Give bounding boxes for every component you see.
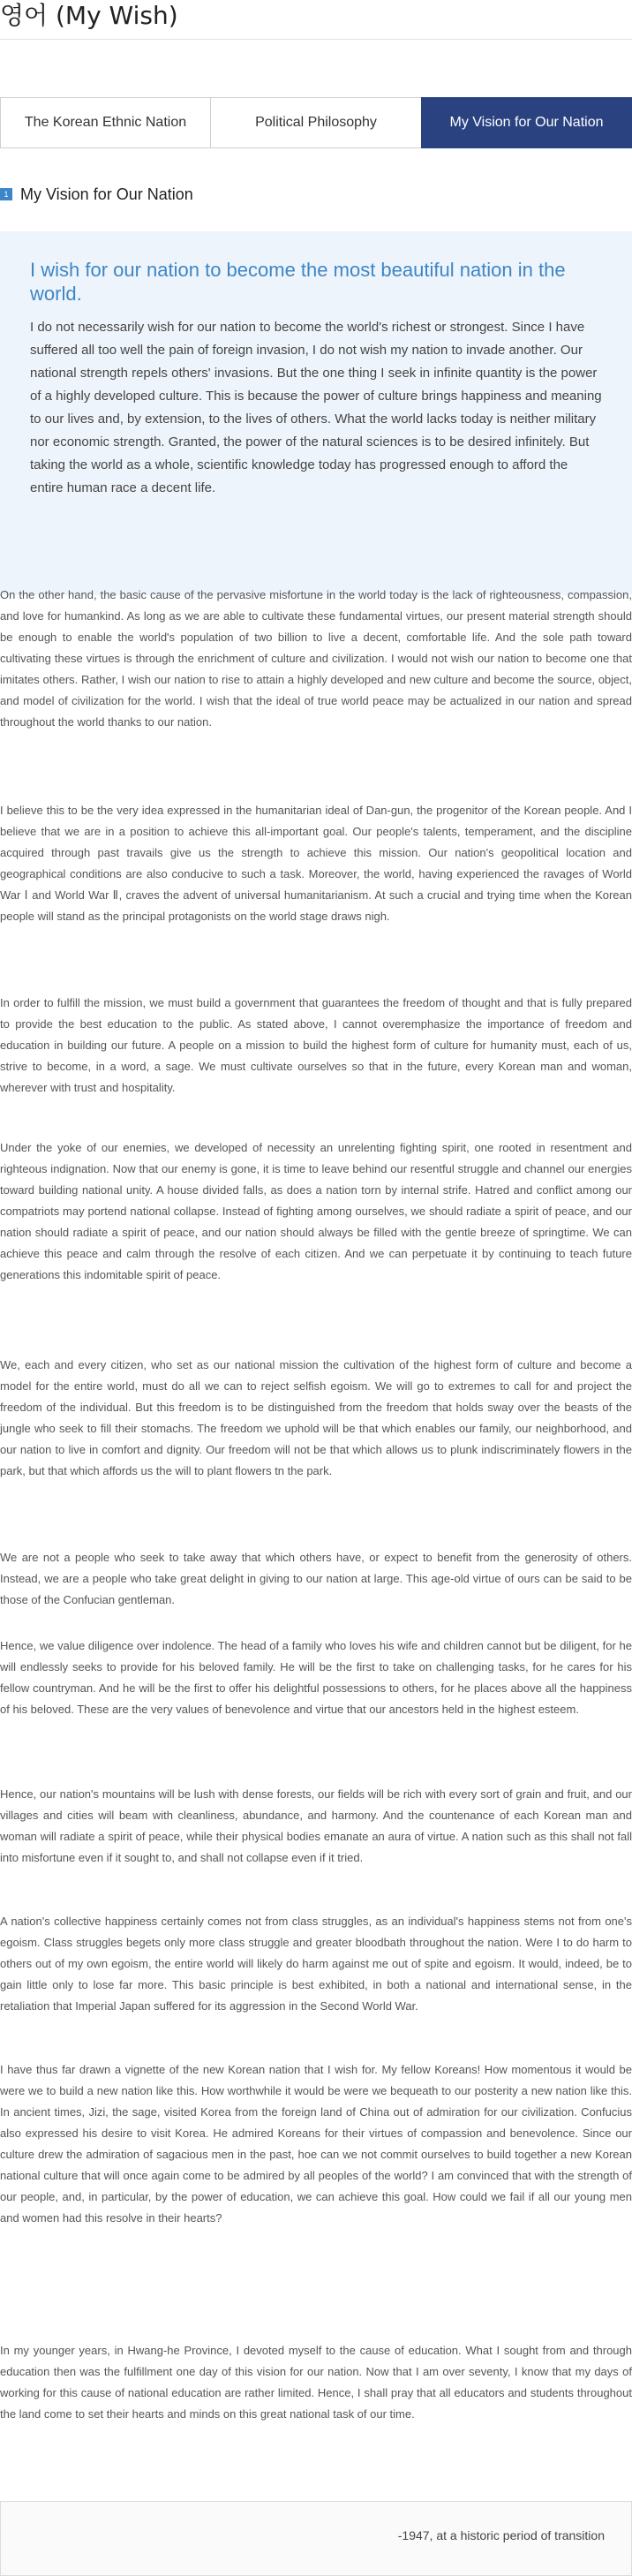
tab-my-vision[interactable]: My Vision for Our Nation	[421, 97, 632, 148]
paragraph: In order to fulfill the mission, we must build a government that guarantees the freedom of thought and that is fully prepared to provide the best education to the public. As stated above, I cannot overemphasize the importance of freedom and education in building our future. A people on a mission to build the highest form of culture for humanity must, each of us, strive to become, in a word, a sage. We must cultivate ourselves so that in the future, every Korean man and woman, wherever with trust and hospitality.	[0, 996, 632, 1094]
title-divider	[0, 39, 632, 40]
wish-text: I do not necessarily wish for our nation to become the world's richest or strongest. Since I have suffered all too well the pain of foreign invasion, I do not wish my nation to invade another. Our national strength repels others' invasions. But the one thing I seek in infinite quantity is the power of a highly developed culture. This is because the power of culture brings happiness and meaning to our lives and, by extension, to the lives of others. What the world lacks today is neither military nor economic strength. Granted, the power of the natural sciences is to be desired infinitely. But taking the world as a whole, scientific knowledge today has progressed enough to afford the entire human race a decent life.	[30, 320, 602, 495]
paragraph: Hence, our nation's mountains will be lush with dense forests, our fields will be rich with every sort of grain and fruit, and our villages and cities will beam with cleanliness, abundance, and harmony. And the countenance of each Korean man and woman will radiate a spirit of peace, while their physical bodies emanate an aura of virtue. A nation such as this shall not fall into misfortune even if it sought to, and shall not collapse even if it tried.	[0, 1787, 632, 1864]
paragraph: In my younger years, in Hwang-he Province, I devoted myself to the cause of education. What I sought from and through education then was the fulfillment one day of this vision for our nation. Now that I am over seventy, I know that my days of working for this cause of national education are rather limited. Hence, I shall pray that all educators and students throughout the land come to set their hearts and minds on this great national task of our time.	[0, 2344, 632, 2421]
section-title: My Vision for Our Nation	[20, 185, 193, 203]
tab-political-philosophy[interactable]: Political Philosophy	[210, 97, 421, 148]
paragraph: On the other hand, the basic cause of the pervasive misfortune in the world today is the lack of righteousness, compassion, and love for humankind. As long as we are able to cultivate these fundamental virtues, our present material strength should be enough to enable the world's population of two billion to live a decent, comfortable life. And the sole path toward cultivating these virtues is through the enrichment of culture and civilization. I would not wish our nation to become one that imitates others. Rather, I wish our nation to rise to attain a highly developed and new culture and become the source, object, and model of civilization for the world. I wish that the ideal of true world peace may be actualized in our nation and spread throughout the world thanks to our nation.	[0, 588, 632, 729]
paragraph: I believe this to be the very idea expressed in the humanitarian ideal of Dan-gun, the progenitor of the Korean people. And I believe that we are in a position to achieve this all-important goal. Our people's talents, temperament, and the discipline acquired through past travails give us the strength to achieve this mission. Our nation's geopolitical location and geographical conditions are also conducive to such a task. Moreover, the world, having experienced the ravages of World War Ⅰ and World War Ⅱ, craves the advent of universal humanitarianism. At such a crucial and trying time when the Korean people will stand as the principal protagonists on the world stage draws nigh.	[0, 804, 632, 923]
wish-lead: I wish for our nation to become the most beautiful nation in the world.	[30, 259, 566, 305]
closing-signature: -1947, at a historic period of transition	[397, 2528, 605, 2542]
wish-highlight-box	[0, 231, 632, 595]
paragraph: We are not a people who seek to take away that which others have, or expect to benefit from the generosity of others. Instead, we are a people who take great delight in giving to our nation at large. This age-old virtue of ours can be said to be those of the Confucian gentleman.	[0, 1551, 632, 1606]
tab-bar	[0, 97, 632, 148]
page-title: 영어 (My Wish)	[0, 1, 178, 30]
paragraph: I have thus far drawn a vignette of the new Korean nation that I wish for. My fellow Koreans! How momentous it would be were we to build a new nation like this. How worthwhile it would be were we bequeath to our posterity a new nation like this. In ancient times, Jizi, the sage, visited Korea from the foreign land of China out of admiration for our civilization. Confucius also expressed his desire to visit Korea. He admired Koreans for their virtues of compassion and benevolence. Since our culture drew the admiration of sagacious men in the past, hoe can we not commit ourselves to build together a new Korean national culture that will once again come to be admired by all peoples of the world? I am convinced that with the strength of our people, and, in particular, by the power of education, we can achieve this goal. How could we fail if all our young men and women had this resolve in their hearts?	[0, 2063, 632, 2225]
heading-marker-icon: 1	[0, 188, 12, 200]
closing-box	[0, 2501, 632, 2576]
tab-korean-ethnic-nation[interactable]: The Korean Ethnic Nation	[0, 97, 210, 148]
paragraph: Hence, we value diligence over indolence. The head of a family who loves his wife and children cannot but be diligent, for he will endlessly seeks to provide for his beloved family. He will be the first to take on challenging tasks, for he cares for his fellow countryman. And he will be the first to offer his delightful possessions to others, for he places above all the happiness of his beloved. These are the very values of benevolence and virtue that our ancestors held in the highest esteem.	[0, 1639, 632, 1716]
paragraph: A nation's collective happiness certainly comes not from class struggles, as an individual's happiness stems not from one's egoism. Class struggles begets only more class struggle and greater bloodbath throughout the nation. Were I to do harm to others out of my own egoism, the entire world will likely do harm against me out of spite and egoism. It would, indeed, be to gain little only to lose far more. This basic principle is best exhibited, in both a national and international sense, in the retaliation that Imperial Japan suffered for its aggression in the Second World War.	[0, 1915, 632, 2013]
paragraph: We, each and every citizen, who set as our national mission the cultivation of the highest form of culture and become a model for the entire world, must do all we can to reject selfish egoism. We will go to extremes to call for and project the freedom of the individual. But this freedom is to be distinguished from the freedom that holds sway over the beasts of the jungle who seek to fill their stomachs. The freedom we uphold will be that which enables our family, our neighborhood, and our nation to live in comfort and dignity. Our freedom will not be that which allows us to plunk indiscriminately flowers in the park, but that which affords us the will to plant flowers tn the park.	[0, 1358, 632, 1477]
section-heading	[0, 184, 193, 205]
paragraph: Under the yoke of our enemies, we developed of necessity an unrelenting fighting spirit, one rooted in resentment and righteous indignation. Now that our enemy is gone, it is time to leave behind our resentful struggle and channel our energies toward building national unity. A house divided falls, as does a nation torn by internal strife. Hatred and conflict among our compatriots may portend national collapse. Instead of fighting among ourselves, we should radiate a spirit of peace, and our nation should radiate a spirit of peace, and our nation should always be filled with the gentle breeze of springtime. We can achieve this peace and calm through the resolve of each citizen. And we can perpetuate it by continuing to teach future generations this indomitable spirit of peace.	[0, 1141, 632, 1281]
